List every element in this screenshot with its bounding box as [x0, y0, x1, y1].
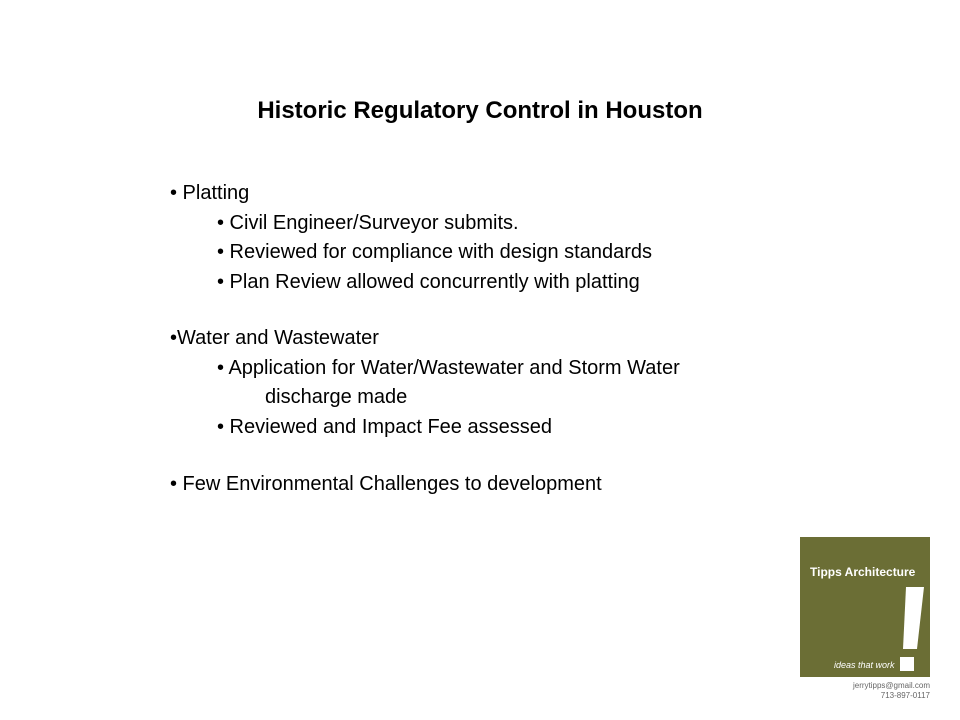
bullet-platting: • Platting [170, 182, 250, 204]
logo-company-name: Tipps Architecture [810, 565, 916, 579]
sub-bullet-plan-review: • Plan Review allowed concurrently with platting [217, 271, 640, 293]
logo-tagline: ideas that work [834, 660, 895, 670]
exclamation-mark-icon [800, 537, 930, 677]
sub-bullet-application-continued: discharge made [265, 386, 408, 408]
contact-phone: 713-897-0117 [880, 691, 930, 700]
sub-bullet-impact-fee: • Reviewed and Impact Fee assessed [217, 416, 552, 438]
bullet-environmental-challenges: • Few Environmental Challenges to development [170, 473, 602, 495]
sub-bullet-engineer-submits: • Civil Engineer/Surveyor submits. [217, 212, 519, 234]
sub-bullet-application: • Application for Water/Wastewater and Storm Water [217, 357, 680, 379]
sub-bullet-compliance-review: • Reviewed for compliance with design standards [217, 241, 652, 263]
logo-block [800, 537, 930, 677]
contact-email: jerrytipps@gmail.com [852, 681, 930, 690]
bullet-water-wastewater: •Water and Wastewater [170, 327, 379, 349]
slide-title: Historic Regulatory Control in Houston [257, 97, 703, 124]
